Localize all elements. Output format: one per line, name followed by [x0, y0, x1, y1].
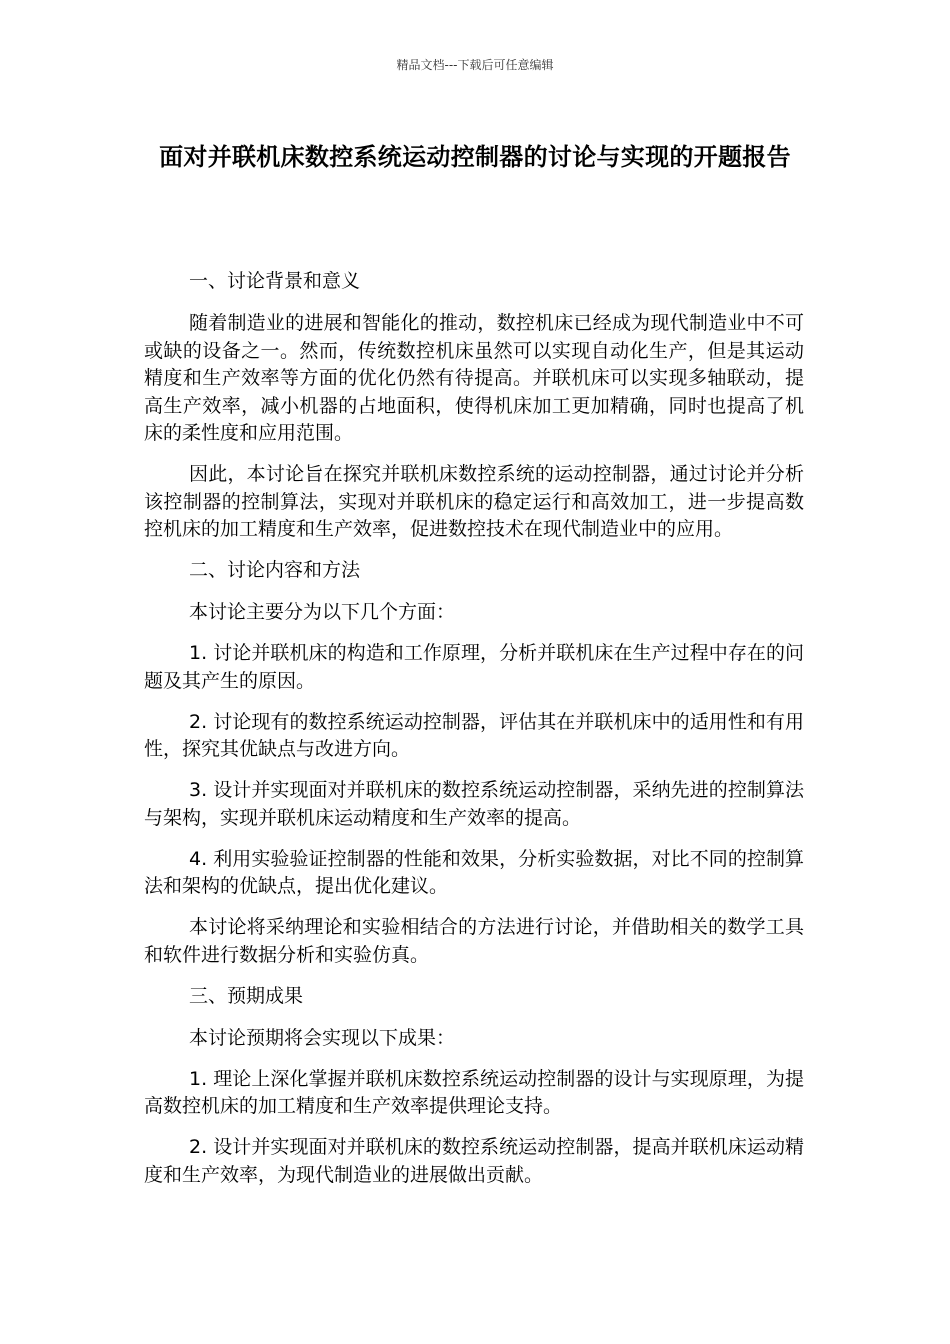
section-heading-content-method: 二、讨论内容和方法 [189, 559, 361, 581]
document-body [144, 268, 804, 1203]
list-item-content-3: 3. 设计并实现面对并联机床的数控系统运动控制器，采纳先进的控制算法与架构，实现并联机床运动精度和生产效率的提高。 [144, 779, 804, 829]
paragraph-purpose: 因此，本讨论旨在探究并联机床数控系统的运动控制器，通过讨论并分析该控制器的控制算法，实现对并联机床的稳定运行和高效加工，进一步提高数控机床的加工精度和生产效率，促进数控技术在现代制造业中的应用。 [144, 463, 804, 540]
list-item-content-1: 1. 讨论并联机床的构造和工作原理，分析并联机床在生产过程中存在的问题及其产生的原因。 [144, 642, 804, 692]
list-item-result-2: 2. 设计并实现面对并联机床的数控系统运动控制器，提高并联机床运动精度和生产效率，为现代制造业的进展做出贡献。 [144, 1136, 804, 1186]
paragraph-method: 本讨论将采纳理论和实验相结合的方法进行讨论，并借助相关的数学工具和软件进行数据分析和实验仿真。 [144, 916, 804, 966]
paragraph-background: 随着制造业的进展和智能化的推动，数控机床已经成为现代制造业中不可或缺的设备之一。然而，传统数控机床虽然可以实现自动化生产，但是其运动精度和生产效率等方面的优化仍然有待提高。并联机床可以实现多轴联动，提高生产效率，减小机器的占地面积，使得机床加工更加精确，同时也提高了机床的柔性度和应用范围。 [144, 312, 804, 444]
document-title: 面对并联机床数控系统运动控制器的讨论与实现的开题报告 [159, 143, 791, 171]
paragraph-results-intro: 本讨论预期将会实现以下成果： [189, 1026, 456, 1049]
list-item-result-1: 1. 理论上深化掌握并联机床数控系统运动控制器的设计与实现原理，为提高数控机床的加工精度和生产效率提供理论支持。 [144, 1067, 804, 1117]
section-heading-background: 一、讨论背景和意义 [189, 270, 361, 292]
list-item-content-4: 4. 利用实验验证控制器的性能和效果，分析实验数据，对比不同的控制算法和架构的优缺点，提出优化建议。 [144, 847, 804, 897]
page-header: 精品文档---下载后可任意编辑 [396, 58, 554, 72]
section-heading-expected-results: 三、预期成果 [189, 984, 304, 1007]
list-item-content-2: 2. 讨论现有的数控系统运动控制器，评估其在并联机床中的适用性和有用性，探究其优缺点与改进方向。 [144, 710, 804, 760]
paragraph-content-intro: 本讨论主要分为以下几个方面： [189, 601, 456, 623]
